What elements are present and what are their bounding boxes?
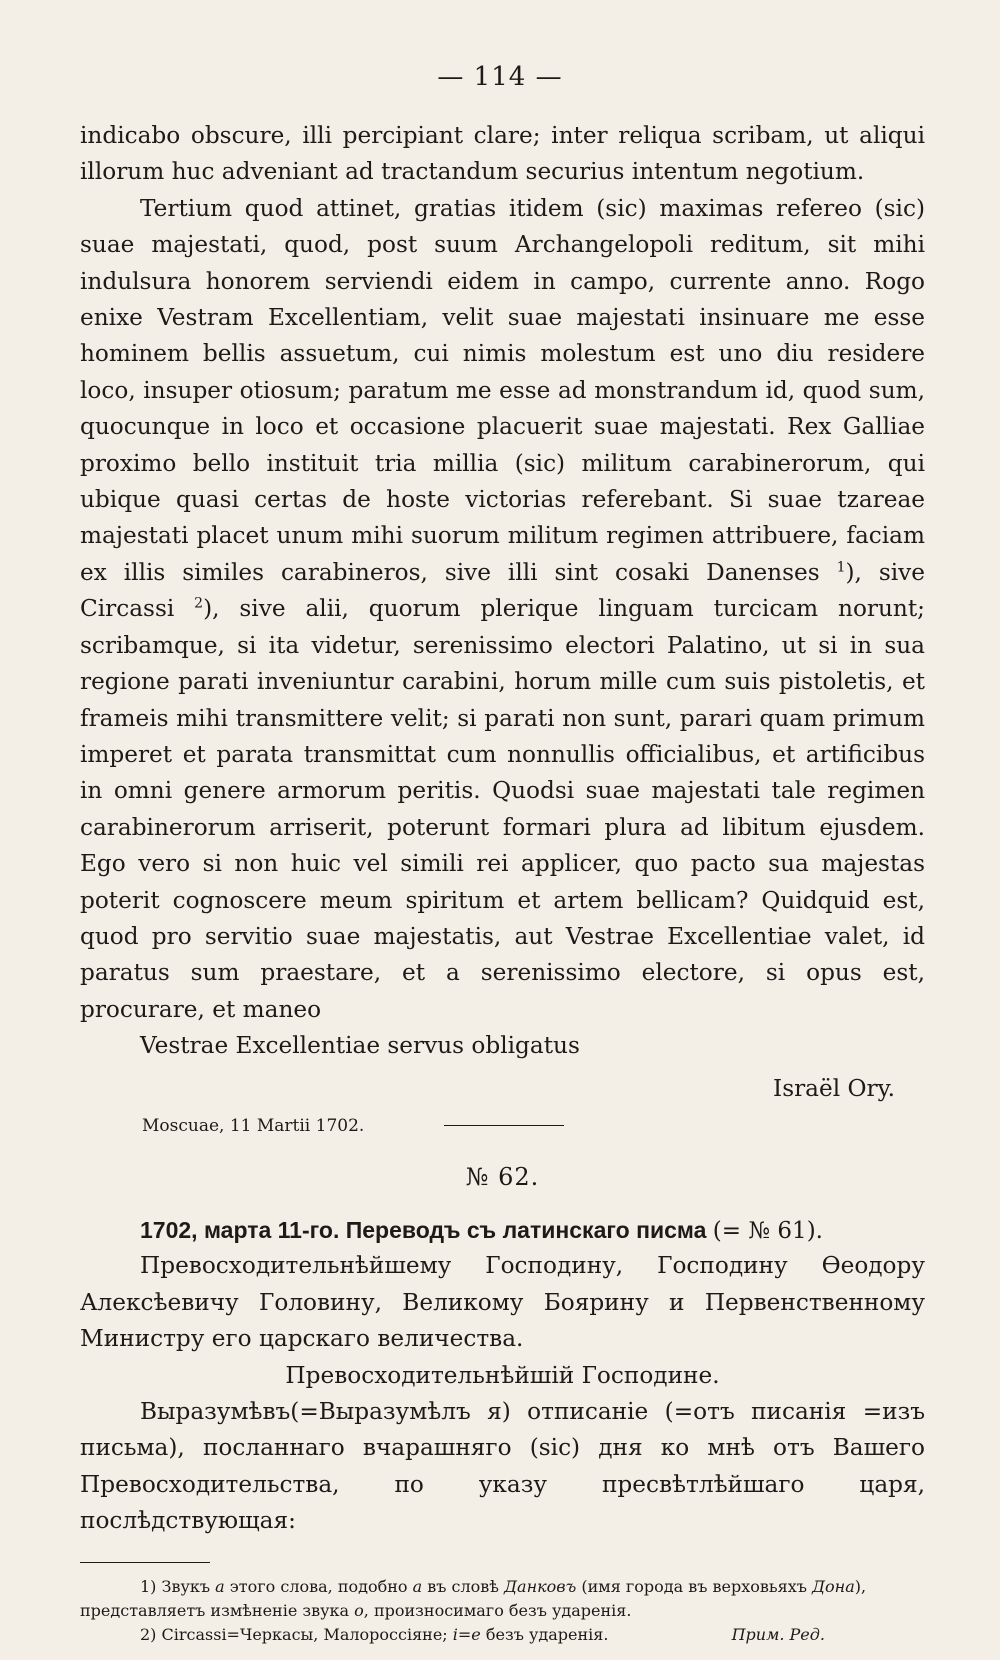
footnotes <box>80 1575 925 1647</box>
fn1-word-dankov: Данковъ <box>504 1576 577 1596</box>
fn1-text-3: въ словѣ <box>422 1576 505 1596</box>
date-row <box>80 1113 925 1139</box>
russian-paragraph-1: Выразумѣвъ(=Выразумѣлъ я) отписаніе (=отъ писанія =изъ письма), посланнаго вчарашняго (sic) дня ко мнѣ отъ Вашего Превосходительства, по указу пресвѣтлѣйшаго царя, послѣдствующая: <box>80 1398 925 1535</box>
fn1-text-5: ), <box>854 1576 867 1596</box>
fn1-text-6: представляетъ измѣненіе звука <box>80 1600 355 1620</box>
section-divider <box>444 1125 564 1126</box>
latin-paragraph-2-part-a: Tertium quod attinet, gratias itidem (sic) maximas refereo (sic) suae majestati, quod, post suum Archangelopoli reditum, sit mihi indulsura honorem serviendi eidem in campo, currente anno. Rogo enixe Vestram Excellentiam, velit suae majestati insinuare me esse hominem bellis assuetum, cui nimis molestum est uno diu residere loco, insuper otiosum; paratum me esse ad monstrandum id, quod sum, quocunque in loco et occasione placuerit suae majestati. Rex Galliae proximo bello instituit tria millia (sic) militum carabinerorum, qui ubique quasi certas de hoste victorias referebant. Si suae tzareae majestati placet unum mihi suorum militum regimen attribuere, faciam ex illis similes carabineros, sive illi sint cosaki Danenses <box>80 194 925 586</box>
latin-paragraph-2-part-c: ), sive alii, quorum plerique linguam turcicam norunt; scribamque, si ita videtur, serenissimo electori Palatino, ut si in sua regione parati inveniuntur carabini, horum mille cum suis pistoletis, et frameis mihi transmittere velit; si parati non sunt, parari quam primum imperet et parata transmittat cum nonnullis officialibus, et artificibus in omni genere armorum peritis. Quodsi suae majestati tale regimen carabinerorum arriserit, poterunt formari plura ad libitum ejusdem. Ego vero si non huic vel simili rei applicer, quo pacto sua majestas poterit cognoscere meum spiritum et artem bellicam? Quidquid est, quod pro servitio suae majestatis, aut Vestrae Excellentiae valet, id paratus sum praestare, et a serenissimo electore, si opus est, procurare, et maneo <box>80 595 925 1023</box>
fn2-letter: i=e <box>452 1624 481 1644</box>
fn2-text: 2) Circassi=Черкасы, Малороссіяне; <box>140 1624 453 1644</box>
fn1-letter-o: о <box>354 1600 364 1620</box>
signature: Israël Ory. <box>773 1074 895 1102</box>
heading-text: 1702, марта 11-го. Переводъ съ латинскаго писма <box>140 1217 707 1244</box>
russian-address: Превосходительнѣйшему Господину, Господину Ѳеодору Алексѣевичу Головину, Великому Боярину и Первенственному Министру его царскаго величества. <box>80 1252 925 1353</box>
fn1-text-7: , произносимаго безъ ударенія. <box>363 1600 632 1620</box>
signature-row <box>80 1071 925 1107</box>
letter-date: Moscuae, 11 Martii 1702. <box>142 1115 365 1136</box>
heading-reference: (= № 61). <box>712 1218 823 1245</box>
fn1-letter-a: а <box>215 1576 225 1596</box>
footnote-1-continued <box>80 1599 925 1623</box>
document-number: № 62. <box>465 1162 540 1191</box>
latin-paragraph-2 <box>80 191 925 1028</box>
page-number: — 114 — <box>437 62 563 92</box>
footnote-ref-2: 2 <box>194 595 204 612</box>
latin-paragraph-2-part-b: ), sive Circassi <box>80 558 925 623</box>
fn1-text-2: этого слова, подобно <box>224 1576 413 1596</box>
latin-closing: Vestrae Excellentiae servus obligatus <box>140 1032 580 1060</box>
footnote-2 <box>80 1623 925 1647</box>
document-heading <box>80 1213 925 1248</box>
fn1-word-don: Дона <box>812 1576 855 1596</box>
fn2-body <box>140 1623 608 1647</box>
fn1-letter-a-2: а <box>412 1576 423 1596</box>
footnote-divider <box>80 1562 210 1563</box>
page-body <box>80 118 925 1647</box>
fn2-text-2: безъ ударенія. <box>480 1624 609 1644</box>
fn1-text-4: (имя города въ верховьяхъ <box>576 1576 813 1596</box>
editor-note: Прим. Ред. <box>731 1624 825 1644</box>
fn1-text: 1) Звукъ <box>140 1576 216 1596</box>
footnote-1 <box>80 1575 925 1599</box>
footnote-ref-1: 1 <box>836 559 846 576</box>
latin-paragraph-1: indicabo obscure, illi percipiant clare; inter reliqua scribam, ut aliqui illorum huc adveniant ad tractandum securius intentum negotium. <box>80 122 925 186</box>
russian-greeting: Превосходительнѣйшій Господине. <box>285 1361 720 1389</box>
